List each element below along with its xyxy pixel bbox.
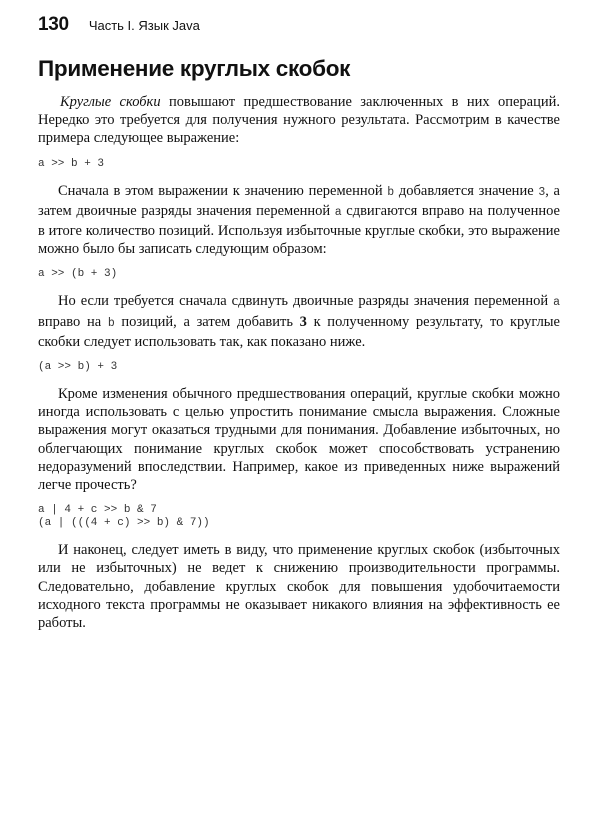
text-fragment: добавляется значение — [394, 182, 539, 199]
text-fragment: Но если требуется сначала сдвинуть двоичные разряды значения переменной — [58, 293, 554, 310]
bold-number-3: 3 — [299, 313, 307, 330]
text-fragment: Сначала в этом выражении к значению переменной — [58, 182, 388, 199]
paragraph-explanation — [38, 182, 560, 259]
inline-code-a: a — [334, 205, 342, 219]
running-title: Часть I. Язык Java — [88, 18, 200, 33]
code-example-2: a >> (b + 3) — [38, 268, 118, 281]
inline-code-a: a — [553, 296, 560, 310]
paragraph-shift-first — [38, 292, 560, 351]
paragraph-readability: Кроме изменения обычного предшествования операций, круглые скобки можно иногда использовать с целью упростить понимание смысла выражения. Сложные выражения могут оказаться трудными для понимания. Добавление избыточных, но облегчающих понимание круглых скобок может способствовать устранению недоразумений впоследствии. Например, какое из приведенных ниже выражений легче прочесть? — [38, 386, 560, 494]
running-head — [38, 14, 560, 42]
text-fragment: , а затем двоичные разряды значения переменной — [38, 182, 560, 219]
code-example-4 — [38, 504, 560, 530]
page-number: 130 — [38, 14, 69, 35]
term-parentheses: Круглые скобки — [60, 94, 161, 110]
text-fragment: позиций, а затем добавить — [114, 313, 300, 330]
code-example-3: (a >> b) + 3 — [38, 361, 118, 374]
text-fragment: к полученному результату, то круглые скобки следует использовать так, как показано ниже. — [38, 313, 560, 350]
inline-code-b: b — [107, 316, 115, 330]
code-line-1: a | 4 + c >> b & 7 — [38, 504, 157, 517]
paragraph-intro-text: повышают предшествование заключенных в них операций. Нередко это требуется для получения нужного результата. Рассмотрим в качестве примера следующее выражение: — [38, 94, 560, 147]
paragraph-conclusion: И наконец, следует иметь в виду, что применение круглых скобок (избыточных или не избыточных) не ведет к снижению производительности программы. Следовательно, добавление круглых скобок для повышения удобочитаемости исходного текста программы не оказывает никакого влияния на эффективность ее работы. — [38, 542, 560, 632]
text-fragment: вправо на — [38, 313, 108, 330]
text-fragment: сдвигаются вправо на полученное в итоге количество позиций. Используя избыточные круглые скобки, это выражение можно было бы записать следующим образом: — [38, 202, 560, 258]
inline-code-b: b — [387, 185, 395, 199]
code-line-2: (a | (((4 + c) >> b) & 7)) — [38, 517, 210, 530]
code-example-1: a >> b + 3 — [38, 157, 105, 170]
section-title: Применение круглых скобок — [38, 56, 351, 81]
paragraph-intro — [38, 93, 560, 148]
inline-code-3: 3 — [538, 185, 546, 199]
